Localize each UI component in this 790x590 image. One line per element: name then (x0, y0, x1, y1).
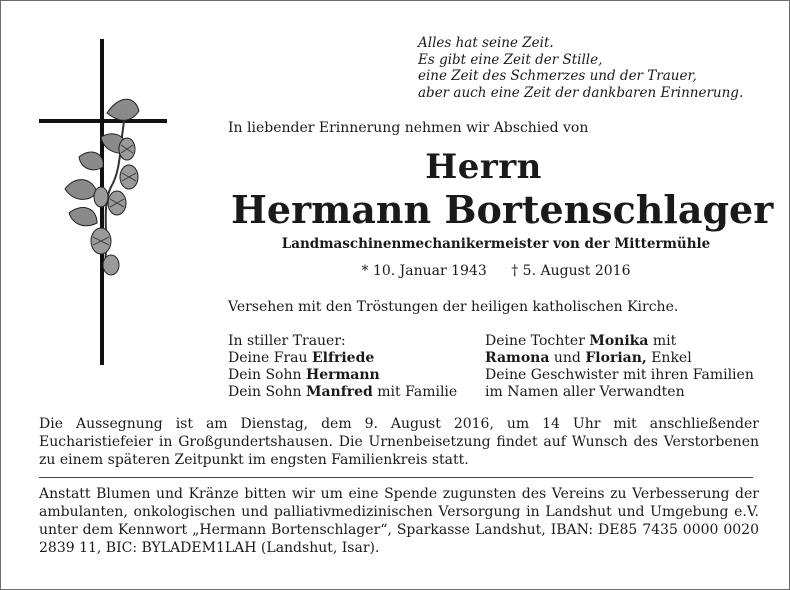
mourner-line: Dein Sohn Hermann (228, 367, 380, 383)
salutation (1, 147, 790, 187)
sacrament-text: Versehen mit den Tröstungen der heiligen katholischen Kirche. (228, 299, 679, 315)
birth-date: * 10. Januar 1943 (361, 263, 487, 279)
mourners-right (485, 333, 754, 401)
donation-text: Anstatt Blumen und Kränze bitten wir um eine Spende zugunsten des Vereins zu Verbesserung der ambulanten, onkologischen und palliativmedizinischen Versorgung in Landshut und Umgebung e.V. unter dem Kennwort „Hermann Bortenschlager“, Sparkasse Landshut, IBAN: DE85 7435 0000 0020 2839 11, BIC: BYLADEM1LAH (Landshut, Isar). (39, 486, 759, 556)
mourner-line: Dein Sohn Manfred mit Familie (228, 384, 458, 400)
life-dates (231, 263, 761, 279)
ceremony-text: Die Aussegnung ist am Dienstag, dem 9. August 2016, um 14 Uhr mit anschließender Eucharistiefeier in Großgundertshausen. Die Urnenbeisetzung findet auf Wunsch des Verstorbenen zu einem späteren Zeitpunkt im engsten Familienkreis statt. (39, 416, 759, 468)
mourner-line: Deine Geschwister mit ihren Familien (485, 367, 754, 383)
poem (418, 35, 743, 101)
mourner-line: Deine Tochter Monika mit (485, 333, 677, 349)
cross-icon (31, 37, 191, 367)
mourner-line: Deine Frau Elfriede (228, 350, 375, 366)
intro-text: In liebender Erinnerung nehmen wir Abschied von (228, 120, 589, 136)
poem-line: eine Zeit des Schmerzes und der Trauer, (418, 68, 697, 84)
deceased-name: Hermann Bortenschlager (231, 187, 774, 232)
occupation: Landmaschinenmechanikermeister von der Mittermühle (281, 236, 711, 252)
salutation-text: Herrn (425, 147, 542, 187)
poem-line: Es gibt eine Zeit der Stille, (418, 51, 603, 68)
mourner-line: Ramona und Florian, Enkel (485, 350, 692, 366)
divider (39, 477, 753, 478)
poem-line: Alles hat seine Zeit. (418, 35, 554, 51)
poem-line: aber auch eine Zeit der dankbaren Erinnerung. (418, 84, 744, 101)
mourners-left (228, 333, 457, 401)
mourner-line: In stiller Trauer: (228, 333, 346, 349)
cross-with-hops-icon (31, 37, 191, 367)
mourner-line: im Namen aller Verwandten (485, 384, 685, 400)
death-date: † 5. August 2016 (511, 263, 631, 279)
